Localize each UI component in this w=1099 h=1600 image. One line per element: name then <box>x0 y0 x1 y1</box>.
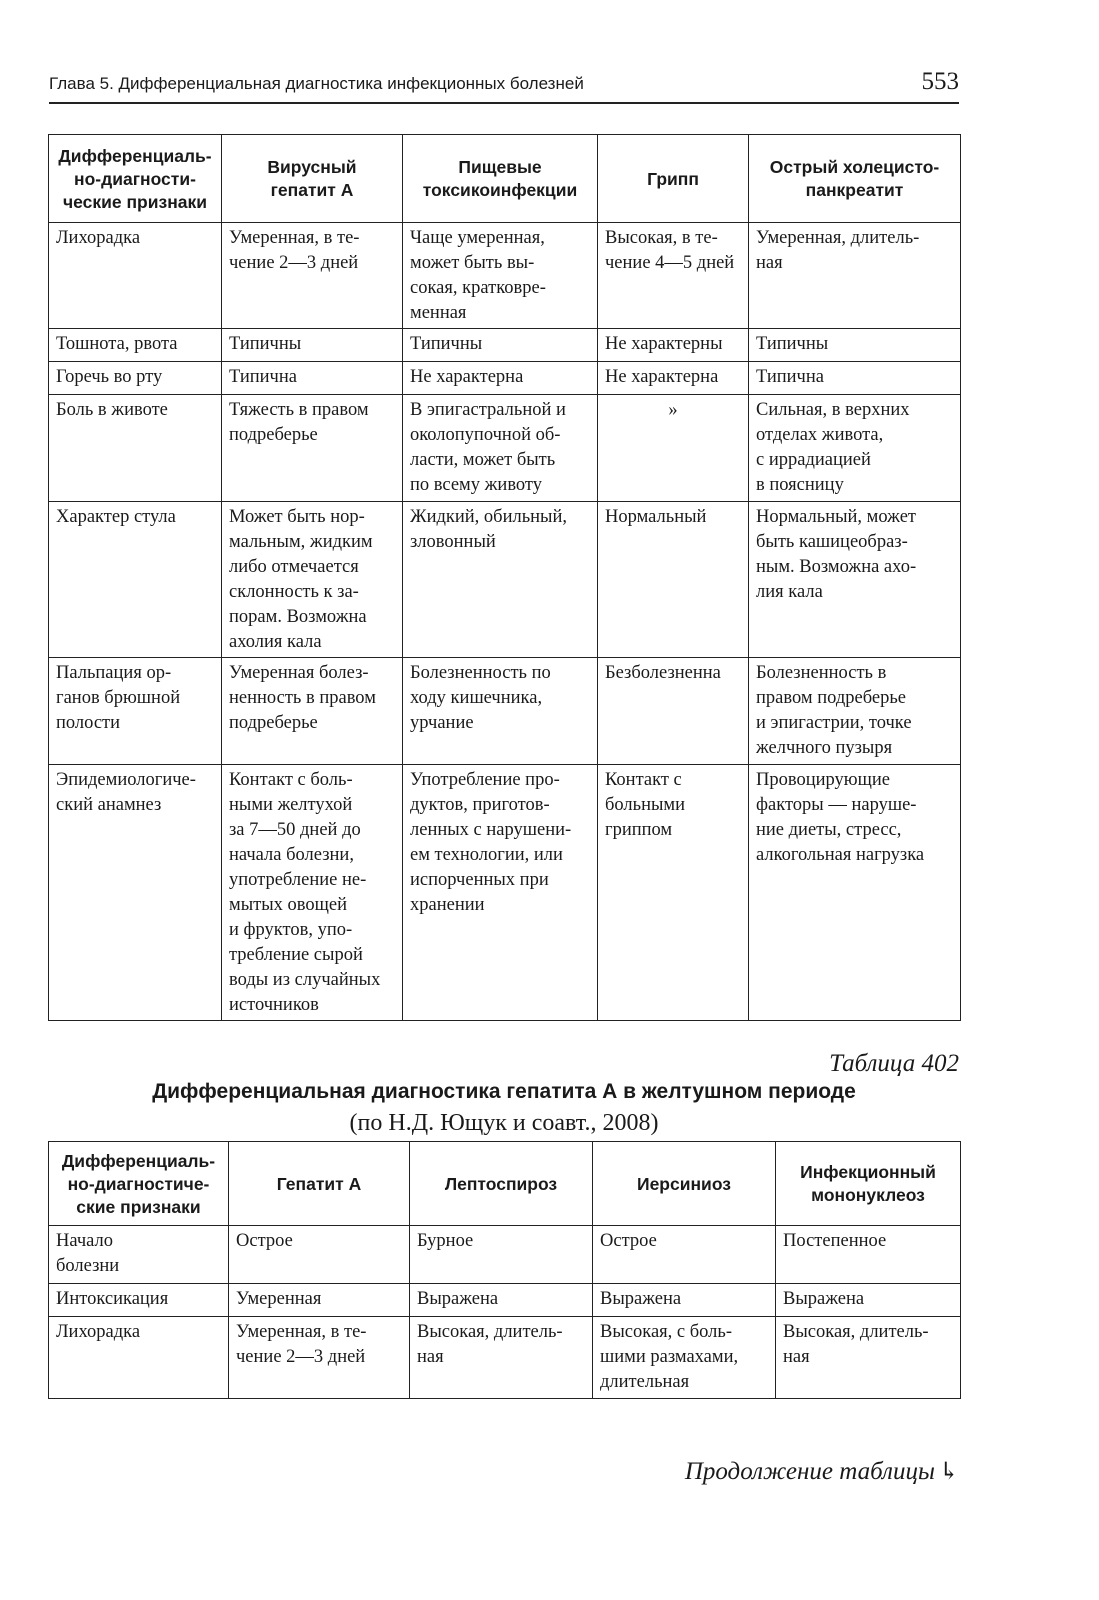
curved-arrow-icon: ↳ <box>938 1459 959 1485</box>
table-cell: Выражена <box>776 1284 961 1317</box>
table-cell: Выражена <box>410 1284 593 1317</box>
table-row <box>49 1317 961 1399</box>
table-cell: Болезненность по ходу кишечника, урчание <box>403 658 598 765</box>
column-header: Гепатит А <box>229 1142 410 1226</box>
table-cell: Умеренная, длитель- ная <box>749 223 961 329</box>
table-subtitle: (по Н.Д. Ющук и соавт., 2008) <box>349 1110 659 1136</box>
table-cell: Типична <box>749 362 961 395</box>
table-cell: Тяжесть в правом подреберье <box>222 395 403 502</box>
table-cell: Острое <box>229 1226 410 1284</box>
chapter-title: Глава 5. Дифференциальная диагностика инфекционных болезней <box>49 74 584 93</box>
table-cell: Может быть нор- мальным, жидким либо отмечается склонность к за- порам. Возможна ахолия кала <box>222 502 403 658</box>
table-row <box>49 658 961 765</box>
table-cell: В эпигастральной и околопупочной об- ласти, может быть по всему животу <box>403 395 598 502</box>
table-cell: Сильная, в верхних отделах живота, с иррадиацией в поясницу <box>749 395 961 502</box>
table-header-row <box>49 1142 961 1226</box>
table-cell: » <box>598 395 749 502</box>
row-label: Эпидемиологиче- ский анамнез <box>49 765 222 1021</box>
table-cell: Нормальный, может быть кашицеобраз- ным. Возможна ахо- лия кала <box>749 502 961 658</box>
running-header <box>49 70 959 104</box>
table-cell: Высокая, с боль- шими размахами, длительная <box>593 1317 776 1399</box>
table-cell: Провоцирующие факторы — наруше- ние диеты, стресс, алкогольная нагрузка <box>749 765 961 1021</box>
table-cell: Выражена <box>593 1284 776 1317</box>
table-cell: Контакт с больными гриппом <box>598 765 749 1021</box>
diagnosis-table-hepatitis-comparison <box>48 134 961 1021</box>
table-cell: Умеренная, в те- чение 2—3 дней <box>229 1317 410 1399</box>
table-cell: Нормальный <box>598 502 749 658</box>
column-header: Пищевые токсикоинфекции <box>403 135 598 223</box>
table-cell: Жидкий, обильный, зловонный <box>403 502 598 658</box>
table-cell: Контакт с боль- ными желтухой за 7—50 дней до начала болезни, употребление не- мытых овощей и фруктов, упо- требление сырой воды из случайных источников <box>222 765 403 1021</box>
table-cell: Постепенное <box>776 1226 961 1284</box>
table-cell: Высокая, длитель- ная <box>776 1317 961 1399</box>
table-cell: Умеренная <box>229 1284 410 1317</box>
table-cell: Употребление про- дуктов, приготов- ленных с нарушени- ем технологии, или испорченных при хранении <box>403 765 598 1021</box>
table-row <box>49 223 961 329</box>
table-cell: Не характерна <box>598 362 749 395</box>
table-cell: Высокая, длитель- ная <box>410 1317 593 1399</box>
table-number-caption: Таблица 402 <box>829 1050 959 1077</box>
column-header: Инфекционный мононуклеоз <box>776 1142 961 1226</box>
table-cell: Безболезненна <box>598 658 749 765</box>
table-cell: Умеренная, в те- чение 2—3 дней <box>222 223 403 329</box>
diagnosis-table-icteric-period <box>48 1141 961 1399</box>
page-number: 553 <box>921 68 959 95</box>
table-cell: Типичны <box>222 329 403 362</box>
table-cell: Не характерна <box>403 362 598 395</box>
table-row <box>49 502 961 658</box>
table-title: Дифференциальная диагностика гепатита А в желтушном периоде <box>152 1080 856 1103</box>
table-cell: Острое <box>593 1226 776 1284</box>
row-label: Интоксикация <box>49 1284 229 1317</box>
table-row <box>49 1284 961 1317</box>
table-cell: Типичны <box>403 329 598 362</box>
table-header-row <box>49 135 961 223</box>
table-cell: Высокая, в те- чение 4—5 дней <box>598 223 749 329</box>
table-row <box>49 329 961 362</box>
table-cell: Типичны <box>749 329 961 362</box>
row-label: Лихорадка <box>49 1317 229 1399</box>
table-cell: Болезненность в правом подреберье и эпигастрии, точке желчного пузыря <box>749 658 961 765</box>
column-header: Дифференциаль- но-диагностиче- ские признаки <box>49 1142 229 1226</box>
row-label: Пальпация ор- ганов брюшной полости <box>49 658 222 765</box>
table-row <box>49 362 961 395</box>
row-label: Боль в животе <box>49 395 222 502</box>
continued-text: Продолжение таблицы <box>684 1458 935 1485</box>
row-label: Лихорадка <box>49 223 222 329</box>
table-cell: Умеренная болез- ненность в правом подреберье <box>222 658 403 765</box>
table-cell: Типична <box>222 362 403 395</box>
column-header: Вирусный гепатит А <box>222 135 403 223</box>
table-cell: Чаще умеренная, может быть вы- сокая, кратковре- менная <box>403 223 598 329</box>
table-row <box>49 765 961 1021</box>
table-row <box>49 395 961 502</box>
column-header: Грипп <box>598 135 749 223</box>
row-label: Горечь во рту <box>49 362 222 395</box>
column-header: Дифференциаль- но-диагности- ческие признаки <box>49 135 222 223</box>
row-label: Тошнота, рвота <box>49 329 222 362</box>
row-label: Характер стула <box>49 502 222 658</box>
column-header: Иерсиниоз <box>593 1142 776 1226</box>
row-label: Начало болезни <box>49 1226 229 1284</box>
continued-note <box>685 1457 959 1486</box>
column-header: Лептоспироз <box>410 1142 593 1226</box>
table-cell: Не характерны <box>598 329 749 362</box>
table-row <box>49 1226 961 1284</box>
table-cell: Бурное <box>410 1226 593 1284</box>
column-header: Острый холецисто- панкреатит <box>749 135 961 223</box>
